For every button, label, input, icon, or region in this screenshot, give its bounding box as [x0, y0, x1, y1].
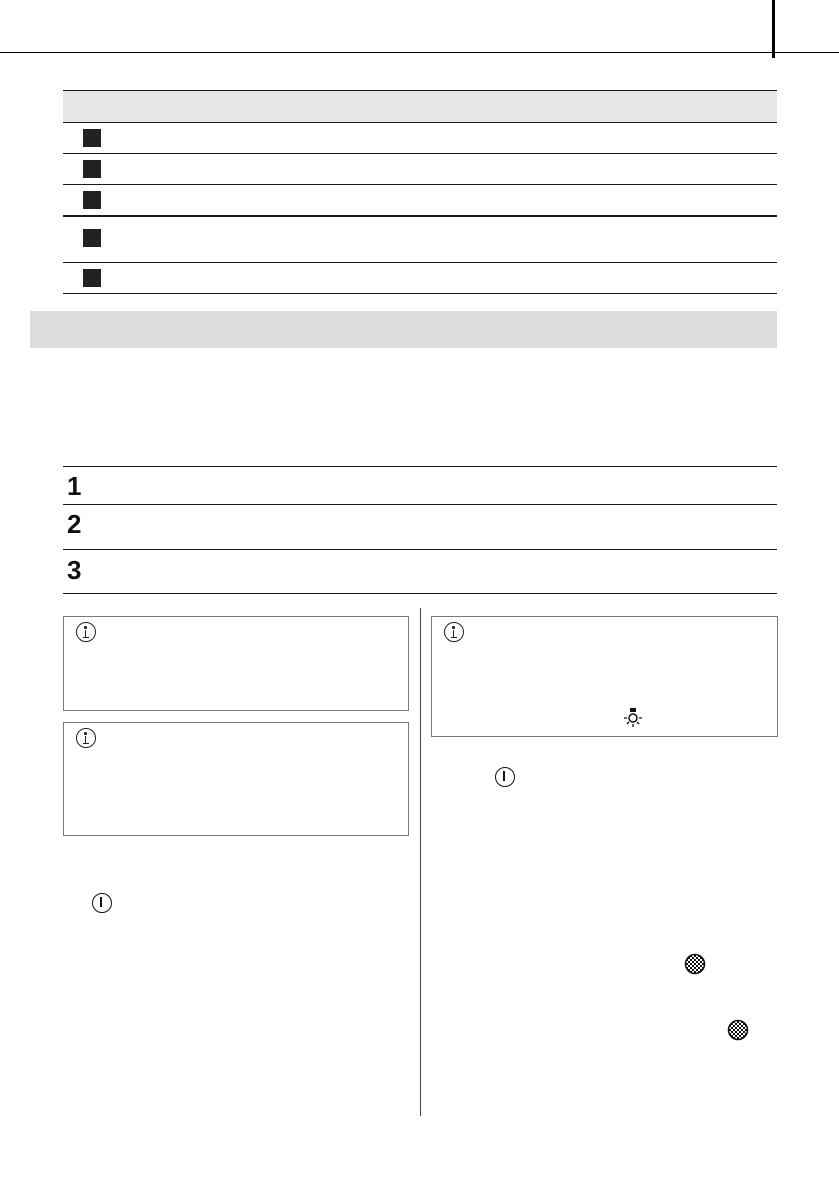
- info-note-box: [63, 722, 409, 836]
- square-marker-icon: [83, 160, 101, 178]
- info-icon: [76, 728, 96, 748]
- hatched-circle-icon: [727, 1019, 749, 1041]
- square-marker-icon: [83, 269, 101, 287]
- info-icon: [444, 622, 464, 642]
- power-on-off-icon: [92, 893, 112, 913]
- step-row: [63, 505, 777, 550]
- steps-table: [63, 466, 777, 594]
- column-divider: [420, 608, 421, 1116]
- info-note-box: [431, 616, 778, 737]
- key-table-header: [63, 90, 777, 123]
- step-number: 3: [67, 555, 82, 585]
- hatched-circle-icon: [684, 953, 706, 975]
- key-table-row: [63, 123, 777, 154]
- page-top-rule: [0, 0, 839, 58]
- square-marker-icon: [83, 229, 101, 247]
- light-icon: [622, 707, 644, 729]
- key-table-row: [63, 185, 777, 217]
- square-marker-icon: [83, 191, 101, 209]
- step-row: [63, 467, 777, 505]
- square-marker-icon: [83, 129, 101, 147]
- info-icon: [76, 622, 96, 642]
- step-number: 2: [67, 509, 82, 539]
- step-number: 1: [67, 471, 82, 501]
- crop-mark: [772, 0, 775, 58]
- step-row: [63, 550, 777, 594]
- key-table-row: [63, 263, 777, 294]
- power-on-off-icon: [495, 767, 515, 787]
- section-heading-bar: [30, 311, 777, 348]
- key-table-row: [63, 217, 777, 263]
- key-table: [63, 90, 777, 294]
- key-table-row: [63, 154, 777, 185]
- info-note-box: [63, 616, 409, 711]
- top-rule-line: [0, 52, 839, 53]
